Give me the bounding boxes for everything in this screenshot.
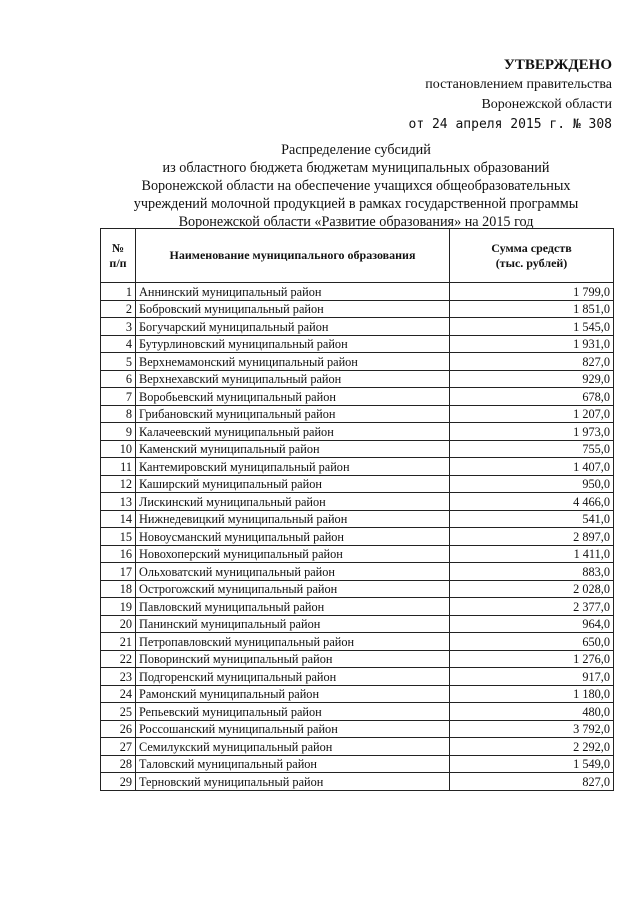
row-number: 29 — [101, 773, 136, 791]
table-row — [101, 283, 614, 301]
table-row — [101, 423, 614, 441]
approval-issuer: постановлением правительства — [425, 77, 612, 92]
row-amount: 1 411,0 — [450, 545, 614, 563]
row-amount: 1 545,0 — [450, 318, 614, 336]
table-row — [101, 598, 614, 616]
header-municipality: Наименование муниципального образования — [136, 229, 450, 283]
table-row — [101, 405, 614, 423]
table-row — [101, 370, 614, 388]
row-municipality: Россошанский муниципальный район — [136, 720, 450, 738]
table-row — [101, 440, 614, 458]
row-amount: 883,0 — [450, 563, 614, 581]
row-amount: 827,0 — [450, 353, 614, 371]
row-municipality: Бобровский муниципальный район — [136, 300, 450, 318]
row-number: 13 — [101, 493, 136, 511]
row-municipality: Терновский муниципальный район — [136, 773, 450, 791]
row-municipality: Подгоренский муниципальный район — [136, 668, 450, 686]
row-number: 16 — [101, 545, 136, 563]
row-number: 3 — [101, 318, 136, 336]
row-number: 5 — [101, 353, 136, 371]
row-number: 28 — [101, 755, 136, 773]
row-amount: 964,0 — [450, 615, 614, 633]
row-amount: 678,0 — [450, 388, 614, 406]
row-municipality: Петропавловский муниципальный район — [136, 633, 450, 651]
row-number: 10 — [101, 440, 136, 458]
row-amount: 917,0 — [450, 668, 614, 686]
row-municipality: Репьевский муниципальный район — [136, 703, 450, 721]
row-amount: 3 792,0 — [450, 720, 614, 738]
row-number: 14 — [101, 510, 136, 528]
approval-date: от 24 апреля 2015 г. № 308 — [408, 117, 612, 132]
row-number: 6 — [101, 370, 136, 388]
row-municipality: Таловский муниципальный район — [136, 755, 450, 773]
row-number: 24 — [101, 685, 136, 703]
table-row — [101, 633, 614, 651]
row-amount: 1 931,0 — [450, 335, 614, 353]
row-number: 26 — [101, 720, 136, 738]
row-municipality: Аннинский муниципальный район — [136, 283, 450, 301]
table-header-row — [101, 229, 614, 283]
subsidy-table — [100, 228, 614, 791]
row-municipality: Каменский муниципальный район — [136, 440, 450, 458]
row-municipality: Верхнемамонский муниципальный район — [136, 353, 450, 371]
table-row — [101, 353, 614, 371]
row-municipality: Рамонский муниципальный район — [136, 685, 450, 703]
row-number: 7 — [101, 388, 136, 406]
row-number: 17 — [101, 563, 136, 581]
table-row — [101, 615, 614, 633]
table-row — [101, 388, 614, 406]
table-row — [101, 475, 614, 493]
table-row — [101, 580, 614, 598]
row-municipality: Семилукский муниципальный район — [136, 738, 450, 756]
row-municipality: Ольховатский муниципальный район — [136, 563, 450, 581]
row-number: 19 — [101, 598, 136, 616]
row-municipality: Богучарский муниципальный район — [136, 318, 450, 336]
row-amount: 2 292,0 — [450, 738, 614, 756]
title-line: учреждений молочной продукцией в рамках государственной программы — [133, 196, 579, 212]
row-number: 15 — [101, 528, 136, 546]
table-row — [101, 755, 614, 773]
title-line: из областного бюджета бюджетам муниципальных образований — [162, 160, 550, 176]
header-amount: Сумма средств (тыс. рублей) — [450, 229, 614, 283]
row-number: 2 — [101, 300, 136, 318]
row-number: 12 — [101, 475, 136, 493]
table-row — [101, 563, 614, 581]
table-row — [101, 685, 614, 703]
row-number: 4 — [101, 335, 136, 353]
row-municipality: Острогожский муниципальный район — [136, 580, 450, 598]
row-number: 21 — [101, 633, 136, 651]
table-row — [101, 738, 614, 756]
title-line: Распределение субсидий — [281, 142, 431, 158]
row-municipality: Грибановский муниципальный район — [136, 405, 450, 423]
table-row — [101, 545, 614, 563]
row-amount: 1 180,0 — [450, 685, 614, 703]
row-municipality: Бутурлиновский муниципальный район — [136, 335, 450, 353]
table-row — [101, 650, 614, 668]
header-number: № п/п — [101, 229, 136, 283]
row-municipality: Каширский муниципальный район — [136, 475, 450, 493]
row-amount: 541,0 — [450, 510, 614, 528]
row-municipality: Поворинский муниципальный район — [136, 650, 450, 668]
row-municipality: Новоусманский муниципальный район — [136, 528, 450, 546]
row-number: 23 — [101, 668, 136, 686]
row-amount: 929,0 — [450, 370, 614, 388]
row-municipality: Калачеевский муниципальный район — [136, 423, 450, 441]
table-row — [101, 493, 614, 511]
row-amount: 1 207,0 — [450, 405, 614, 423]
row-amount: 1 276,0 — [450, 650, 614, 668]
row-number: 1 — [101, 283, 136, 301]
table-row — [101, 335, 614, 353]
table-row — [101, 703, 614, 721]
document-title — [100, 141, 612, 231]
table-row — [101, 668, 614, 686]
row-number: 8 — [101, 405, 136, 423]
row-number: 27 — [101, 738, 136, 756]
row-municipality: Воробьевский муниципальный район — [136, 388, 450, 406]
approval-region: Воронежской области — [481, 97, 612, 112]
row-municipality: Новохоперский муниципальный район — [136, 545, 450, 563]
row-amount: 650,0 — [450, 633, 614, 651]
row-amount: 4 466,0 — [450, 493, 614, 511]
row-amount: 1 851,0 — [450, 300, 614, 318]
approval-stamp — [409, 55, 613, 135]
row-municipality: Нижнедевицкий муниципальный район — [136, 510, 450, 528]
row-number: 9 — [101, 423, 136, 441]
table-row — [101, 458, 614, 476]
table-row — [101, 528, 614, 546]
row-municipality: Кантемировский муниципальный район — [136, 458, 450, 476]
table-row — [101, 510, 614, 528]
approval-title: УТВЕРЖДЕНО — [503, 57, 612, 73]
row-amount: 950,0 — [450, 475, 614, 493]
row-amount: 480,0 — [450, 703, 614, 721]
row-number: 25 — [101, 703, 136, 721]
row-number: 20 — [101, 615, 136, 633]
row-amount: 755,0 — [450, 440, 614, 458]
row-amount: 1 407,0 — [450, 458, 614, 476]
table-row — [101, 773, 614, 791]
row-municipality: Павловский муниципальный район — [136, 598, 450, 616]
table-row — [101, 318, 614, 336]
title-line: Воронежской области на обеспечение учащихся общеобразовательных — [141, 178, 571, 194]
row-amount: 827,0 — [450, 773, 614, 791]
row-amount: 1 799,0 — [450, 283, 614, 301]
row-amount: 1 549,0 — [450, 755, 614, 773]
row-number: 22 — [101, 650, 136, 668]
row-municipality: Лискинский муниципальный район — [136, 493, 450, 511]
row-number: 18 — [101, 580, 136, 598]
row-amount: 2 028,0 — [450, 580, 614, 598]
row-amount: 1 973,0 — [450, 423, 614, 441]
table-row — [101, 720, 614, 738]
table-row — [101, 300, 614, 318]
title-line: Воронежской области «Развитие образования» на 2015 год — [178, 214, 534, 230]
row-municipality: Панинский муниципальный район — [136, 615, 450, 633]
row-number: 11 — [101, 458, 136, 476]
row-amount: 2 897,0 — [450, 528, 614, 546]
row-municipality: Верхнехавский муниципальный район — [136, 370, 450, 388]
row-amount: 2 377,0 — [450, 598, 614, 616]
